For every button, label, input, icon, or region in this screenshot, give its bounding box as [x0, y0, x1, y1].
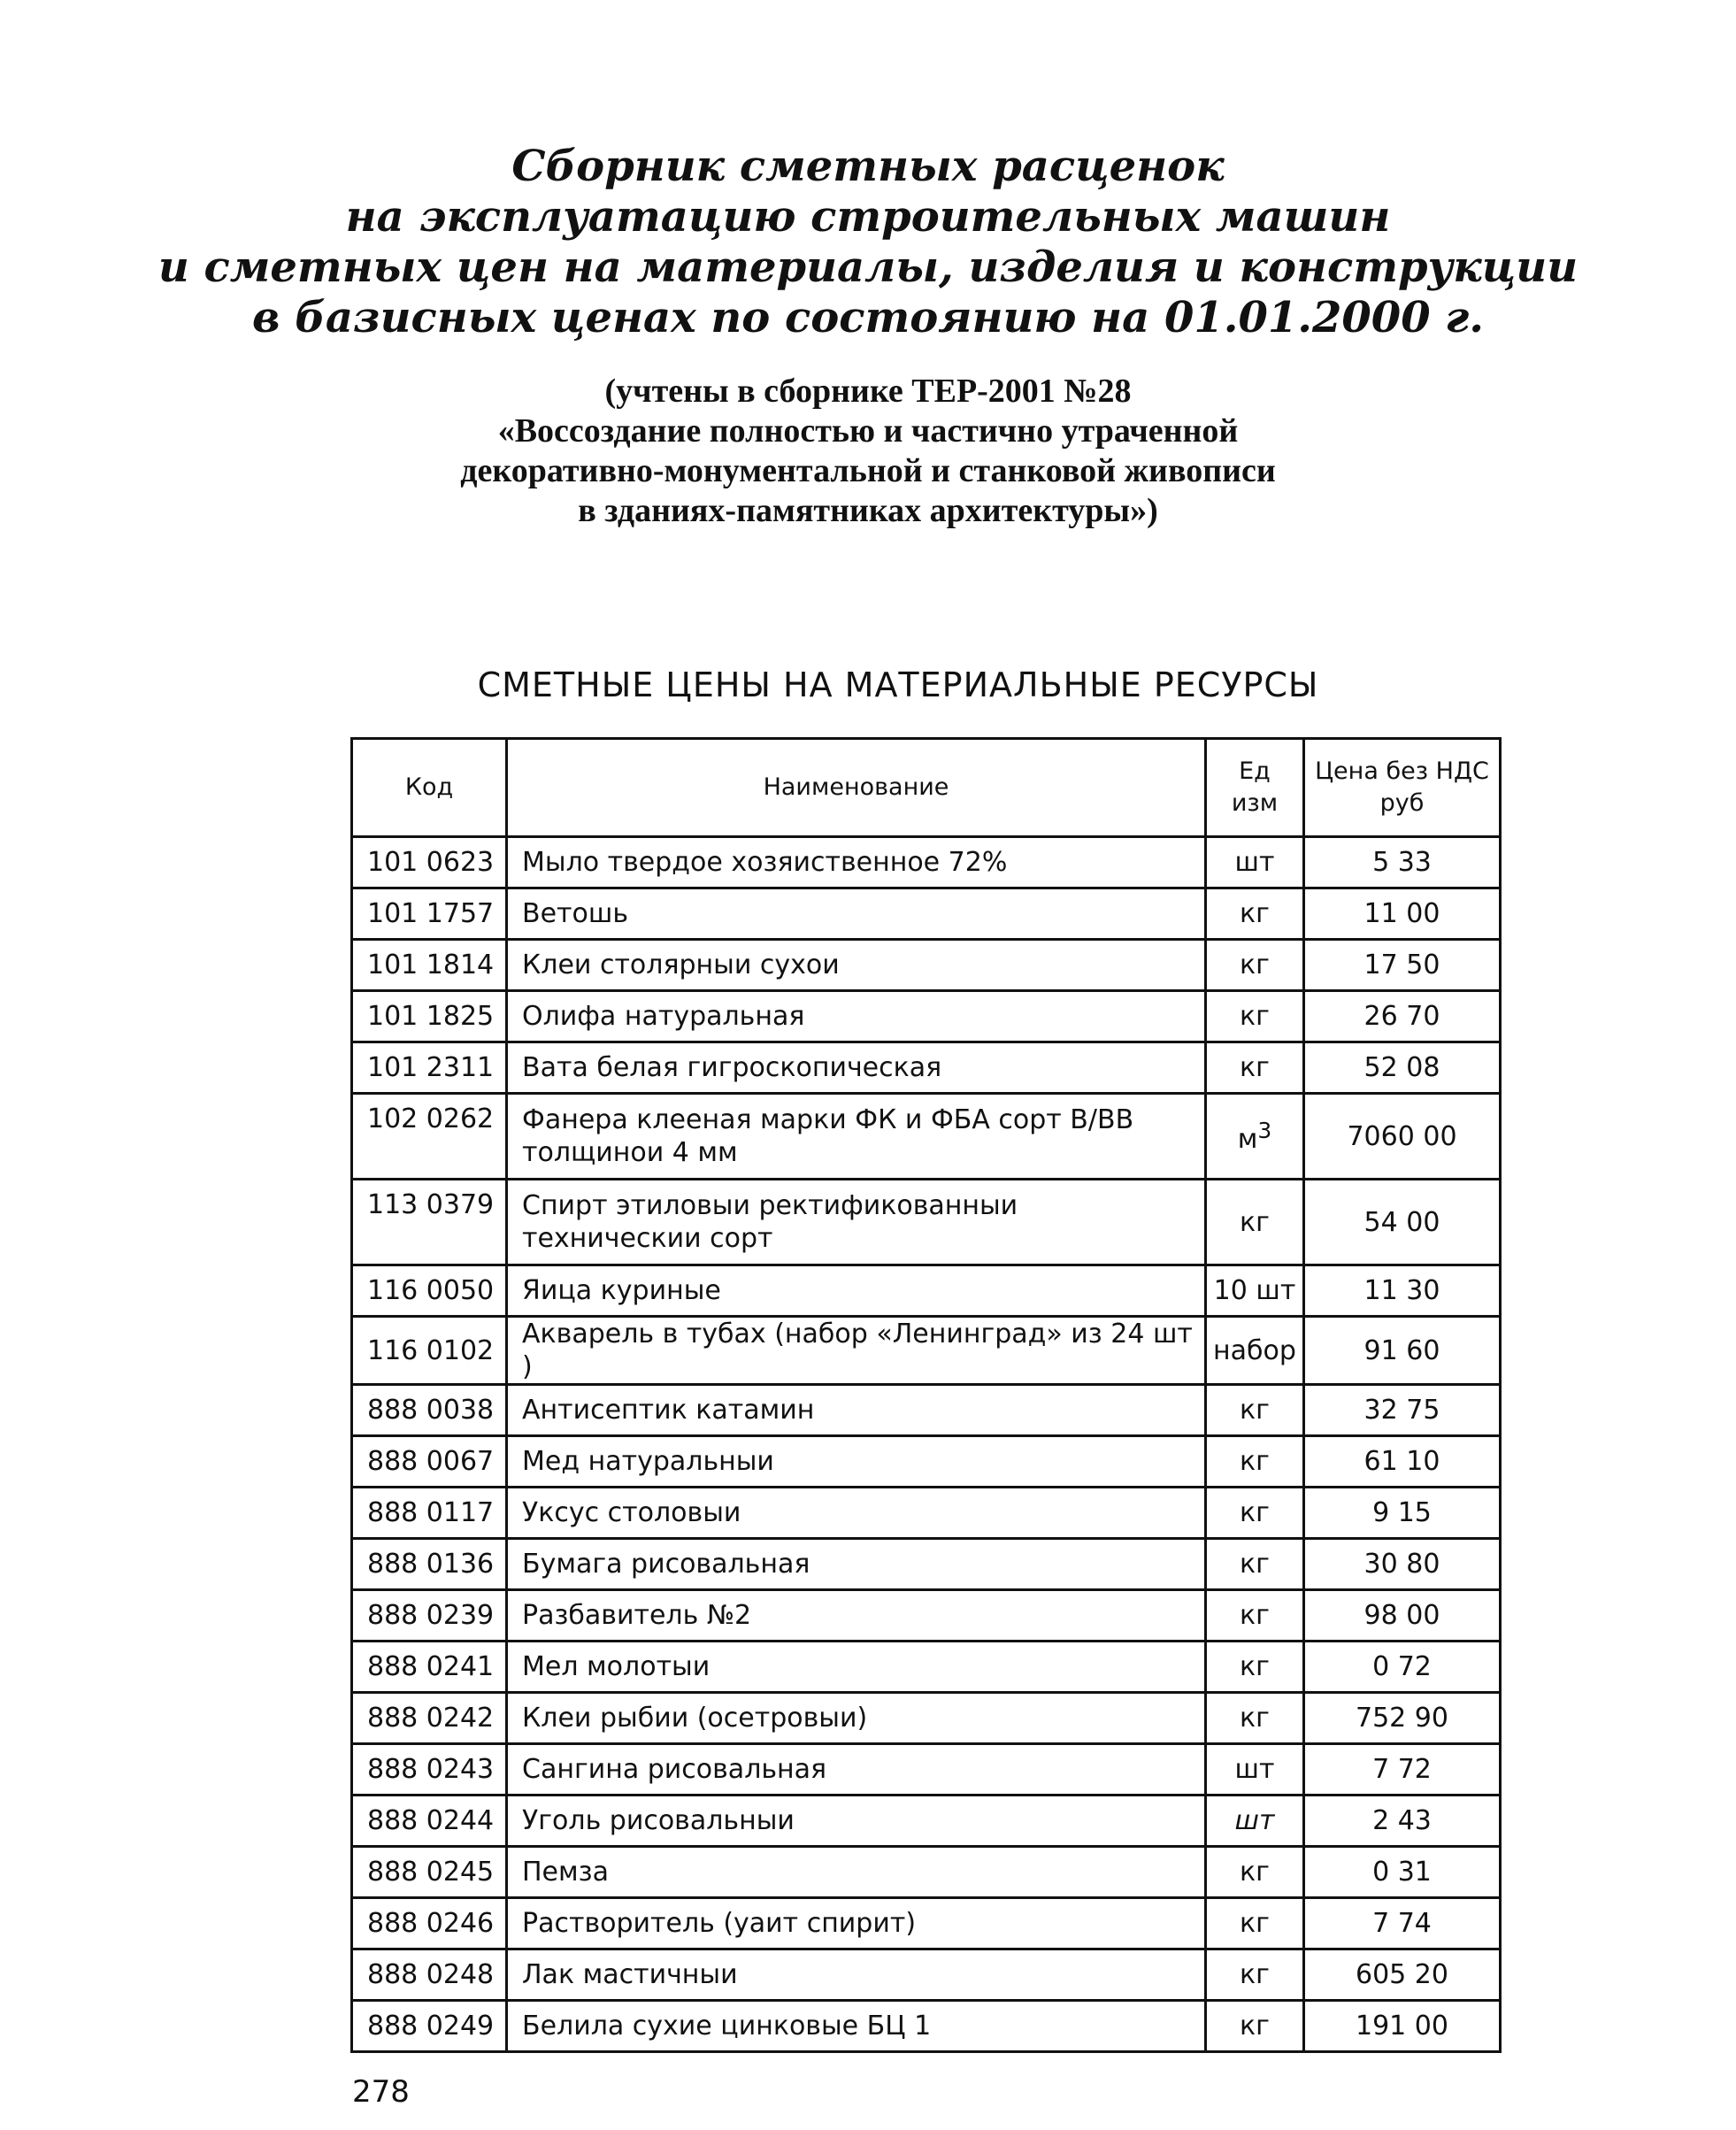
table-row [352, 837, 1501, 888]
subtitle-line: в зданиях-памятниках архитектуры») [578, 492, 1158, 529]
table-row [352, 1590, 1501, 1642]
cell-unit: кг [1206, 1693, 1304, 1744]
cell-unit: кг [1206, 1949, 1304, 2001]
cell-name: Лак мастичныи [507, 1949, 1206, 2001]
cell-unit: кг [1206, 1385, 1304, 1436]
cell-name: Ветошь [507, 888, 1206, 940]
header-name: Наименование [507, 739, 1206, 837]
table-row [352, 1796, 1501, 1847]
cell-name: Уксус столовыи [507, 1488, 1206, 1539]
table-row [352, 1744, 1501, 1796]
cell-code: 888 0245 [352, 1847, 507, 1898]
cell-price: 191 00 [1304, 2001, 1501, 2052]
cell-unit: кг [1206, 1488, 1304, 1539]
cell-unit: кг [1206, 1898, 1304, 1949]
cell-code: 888 0067 [352, 1436, 507, 1488]
cell-code: 101 0623 [352, 837, 507, 888]
title-line: Сборник сметных расценок [511, 142, 1225, 191]
cell-price: 9 15 [1304, 1488, 1501, 1539]
cell-price: 605 20 [1304, 1949, 1501, 2001]
table-row [352, 1642, 1501, 1693]
cell-name: Вата белая гигроскопическая [507, 1042, 1206, 1094]
cell-code: 101 1757 [352, 888, 507, 940]
cell-price: 61 10 [1304, 1436, 1501, 1488]
title-line: и сметных цен на материалы, изделия и конструкции [157, 242, 1579, 292]
cell-name: Акварель в тубах (набор «Ленинград» из 24 шт ) [507, 1317, 1206, 1385]
cell-code: 888 0242 [352, 1693, 507, 1744]
cell-name: Уголь рисовальныи [507, 1796, 1206, 1847]
cell-name: Пемза [507, 1847, 1206, 1898]
cell-price: 0 72 [1304, 1642, 1501, 1693]
table-row [352, 1317, 1501, 1385]
cell-code: 101 2311 [352, 1042, 507, 1094]
cell-name: Яица куриные [507, 1265, 1206, 1317]
cell-unit: кг [1206, 888, 1304, 940]
cell-code: 116 0050 [352, 1265, 507, 1317]
cell-price: 5 33 [1304, 837, 1501, 888]
cell-name: Мед натуральныи [507, 1436, 1206, 1488]
cell-unit: кг [1206, 1180, 1304, 1265]
cell-price: 752 90 [1304, 1693, 1501, 1744]
price-table [350, 737, 1502, 2053]
cell-price: 7 74 [1304, 1898, 1501, 1949]
table-header-row [352, 739, 1501, 837]
cell-unit: кг [1206, 1539, 1304, 1590]
title-line: на эксплуатацию строительных машин [345, 192, 1391, 242]
cell-name: Разбавитель №2 [507, 1590, 1206, 1642]
cell-unit: шт [1206, 1744, 1304, 1796]
cell-unit: набор [1206, 1317, 1304, 1385]
cell-unit: кг [1206, 1042, 1304, 1094]
cell-price: 98 00 [1304, 1590, 1501, 1642]
cell-code: 888 0244 [352, 1796, 507, 1847]
cell-name: Белила сухие цинковые БЦ 1 [507, 2001, 1206, 2052]
header-unit-line: изм [1231, 789, 1279, 817]
unit-base: м [1237, 1124, 1258, 1155]
table-row [352, 1488, 1501, 1539]
cell-name: Бумага рисовальная [507, 1539, 1206, 1590]
cell-price: 52 08 [1304, 1042, 1501, 1094]
table-row [352, 1180, 1501, 1265]
cell-code: 888 0038 [352, 1385, 507, 1436]
cell-unit [1206, 1094, 1304, 1180]
cell-code: 101 1814 [352, 940, 507, 991]
table-row [352, 1539, 1501, 1590]
table-row [352, 2001, 1501, 2052]
cell-unit: кг [1206, 1847, 1304, 1898]
cell-unit: шт [1206, 837, 1304, 888]
cell-code: 116 0102 [352, 1317, 507, 1385]
cell-unit: кг [1206, 940, 1304, 991]
cell-unit: шт [1206, 1796, 1304, 1847]
cell-code: 888 0136 [352, 1539, 507, 1590]
table-row [352, 1847, 1501, 1898]
cell-unit: кг [1206, 991, 1304, 1042]
table-row [352, 1385, 1501, 1436]
cell-name: Фанера клееная марки ФК и ФБА сорт В/ВВ толщинои 4 мм [507, 1094, 1206, 1180]
table-row [352, 991, 1501, 1042]
header-price [1304, 739, 1501, 837]
cell-price: 11 00 [1304, 888, 1501, 940]
cell-price: 2 43 [1304, 1796, 1501, 1847]
subtitle-line: декоративно-монументальной и станковой живописи [460, 452, 1276, 489]
cell-name: Растворитель (уаит спирит) [507, 1898, 1206, 1949]
header-unit-line: Ед [1239, 757, 1271, 785]
cell-unit: кг [1206, 1436, 1304, 1488]
cell-code: 888 0117 [352, 1488, 507, 1539]
header-price-line: Цена без НДС [1315, 757, 1489, 785]
cell-code: 888 0248 [352, 1949, 507, 2001]
cell-code: 113 0379 [352, 1180, 507, 1265]
cell-price: 7 72 [1304, 1744, 1501, 1796]
unit-superscript: 3 [1257, 1118, 1272, 1143]
section-heading: СМЕТНЫЕ ЦЕНЫ НА МАТЕРИАЛЬНЫЕ РЕСУРСЫ [477, 665, 1319, 704]
header-unit [1206, 739, 1304, 837]
table-row [352, 1693, 1501, 1744]
cell-price: 30 80 [1304, 1539, 1501, 1590]
table-row [352, 1898, 1501, 1949]
cell-price: 0 31 [1304, 1847, 1501, 1898]
cell-name: Антисептик катамин [507, 1385, 1206, 1436]
cell-name: Клеи рыбии (осетровыи) [507, 1693, 1206, 1744]
cell-code: 102 0262 [352, 1094, 507, 1180]
cell-price: 17 50 [1304, 940, 1501, 991]
table-row [352, 1042, 1501, 1094]
cell-price: 7060 00 [1304, 1094, 1501, 1180]
cell-unit: кг [1206, 1642, 1304, 1693]
header-code: Код [352, 739, 507, 837]
cell-code: 101 1825 [352, 991, 507, 1042]
cell-unit: кг [1206, 1590, 1304, 1642]
cell-name: Клеи столярныи сухои [507, 940, 1206, 991]
cell-price: 11 30 [1304, 1265, 1501, 1317]
table-row [352, 888, 1501, 940]
cell-code: 888 0243 [352, 1744, 507, 1796]
cell-name: Сангина рисовальная [507, 1744, 1206, 1796]
cell-code: 888 0249 [352, 2001, 507, 2052]
cell-code: 888 0246 [352, 1898, 507, 1949]
cell-price: 32 75 [1304, 1385, 1501, 1436]
cell-code: 888 0241 [352, 1642, 507, 1693]
cell-price: 54 00 [1304, 1180, 1501, 1265]
table-row [352, 1094, 1501, 1180]
table-row [352, 1436, 1501, 1488]
table-row [352, 1265, 1501, 1317]
cell-name: Олифа натуральная [507, 991, 1206, 1042]
title-line: в базисных ценах по состоянию на 01.01.2000 г. [251, 293, 1485, 342]
subtitle-line: (учтены в сборнике ТЕР-2001 №28 [604, 373, 1132, 410]
cell-unit: 10 шт [1206, 1265, 1304, 1317]
table-row [352, 1949, 1501, 2001]
document-title [0, 142, 1736, 343]
page-number: 278 [352, 2074, 410, 2110]
cell-price: 26 70 [1304, 991, 1501, 1042]
cell-name: Мел молотыи [507, 1642, 1206, 1693]
cell-price: 91 60 [1304, 1317, 1501, 1385]
document-subtitle [0, 372, 1736, 531]
subtitle-line: «Воссоздание полностью и частично утраченной [497, 412, 1239, 450]
header-price-line: руб [1379, 789, 1425, 817]
table-row [352, 940, 1501, 991]
cell-code: 888 0239 [352, 1590, 507, 1642]
cell-name: Спирт этиловыи ректификованныи техническии сорт [507, 1180, 1206, 1265]
cell-unit: кг [1206, 2001, 1304, 2052]
cell-name: Мыло твердое хозяиственное 72% [507, 837, 1206, 888]
